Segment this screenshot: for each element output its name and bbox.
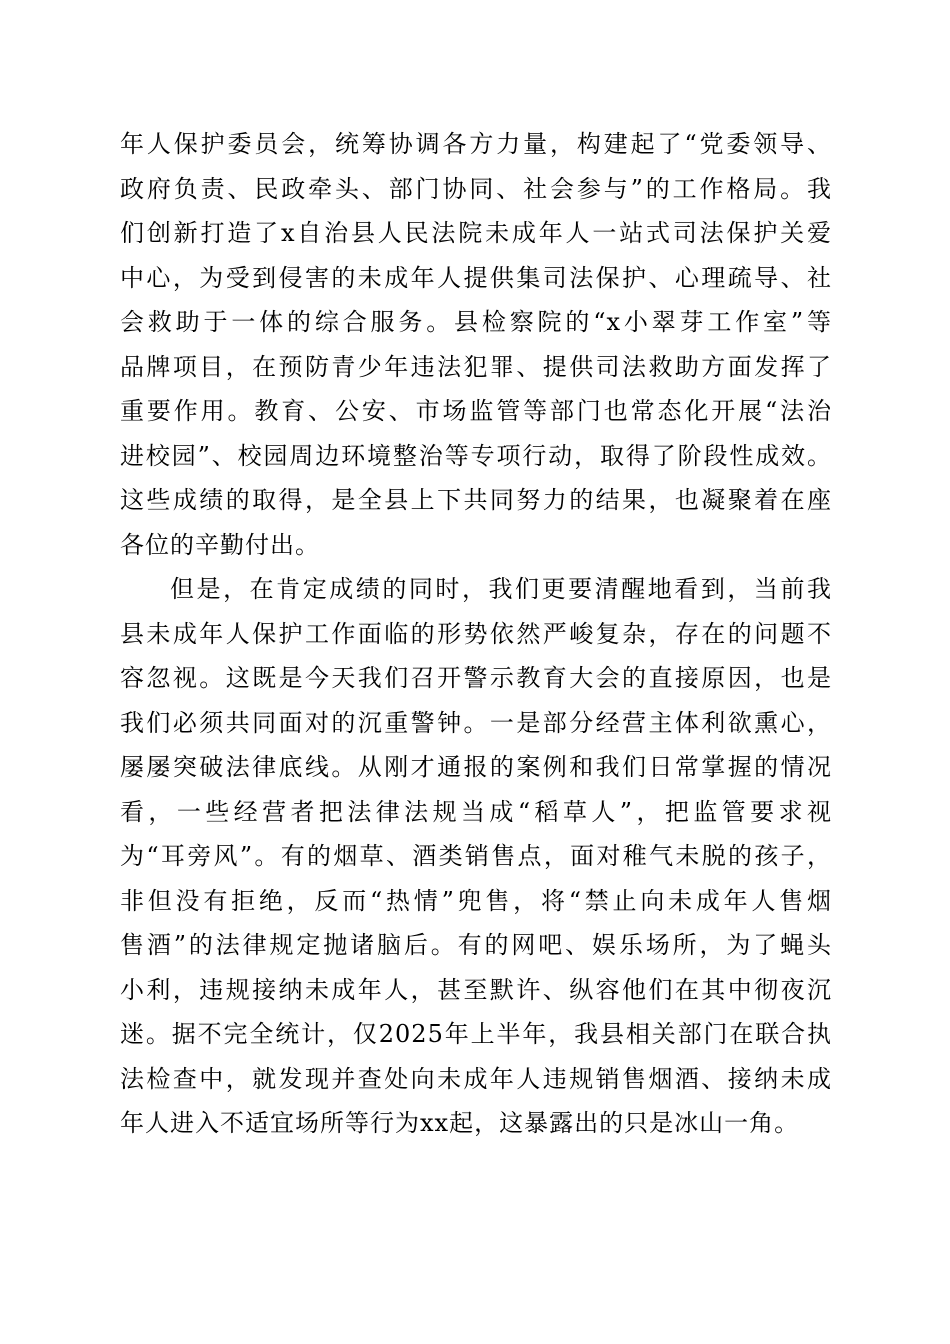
text-line: 法检查中，就发现并查处向未成年人违规销售烟酒、接纳未成 <box>120 1064 832 1093</box>
text-line: 进校园”、校园周边环境整治等专项行动，取得了阶段性成效。 <box>120 441 832 470</box>
text-line: 会救助于一体的综合服务。县检察院的“x小翠芽工作室”等 <box>120 308 832 336</box>
text-line: 屡屡突破法律底线。从刚才通报的案例和我们日常掌握的情况 <box>120 753 832 781</box>
text-line: 但是，在肯定成绩的同时，我们更要清醒地看到，当前我 <box>170 575 832 603</box>
text-line: 年人保护委员会，统筹协调各方力量，构建起了“党委领导、 <box>120 130 832 158</box>
paragraph-1 <box>120 122 832 567</box>
text-line: 政府负责、民政牵头、部门协同、社会参与”的工作格局。我 <box>120 174 832 203</box>
text-line: 品牌项目，在预防青少年违法犯罪、提供司法救助方面发挥了 <box>120 352 832 381</box>
paragraph-2 <box>120 567 832 1146</box>
text-line: 迷。据不完全统计，仅2025年上半年，我县相关部门在联合执 <box>120 1020 832 1048</box>
text-line: 我们必须共同面对的沉重警钟。一是部分经营主体利欲熏心， <box>120 708 832 737</box>
text-line: 小利，违规接纳未成年人，甚至默许、纵容他们在其中彻夜沉 <box>120 975 832 1004</box>
text-line: 为“耳旁风”。有的烟草、酒类销售点，面对稚气未脱的孩子， <box>120 842 832 870</box>
text-line: 这些成绩的取得，是全县上下共同努力的结果，也凝聚着在座 <box>120 486 832 514</box>
body-text <box>120 122 832 1146</box>
text-line: 售酒”的法律规定抛诸脑后。有的网吧、娱乐场所，为了蝇头 <box>120 931 832 959</box>
text-line: 非但没有拒绝，反而“热情”兜售，将“禁止向未成年人售烟 <box>120 886 832 915</box>
text-line: 各位的辛勤付出。 <box>120 530 320 559</box>
text-line: 们创新打造了x自治县人民法院未成年人一站式司法保护关爱 <box>120 219 832 247</box>
text-line: 中心，为受到侵害的未成年人提供集司法保护、心理疏导、社 <box>120 263 832 292</box>
text-line: 年人进入不适宜场所等行为xx起，这暴露出的只是冰山一角。 <box>120 1109 800 1137</box>
text-line: 重要作用。教育、公安、市场监管等部门也常态化开展“法治 <box>120 397 832 425</box>
text-line: 看，一些经营者把法律法规当成“稻草人”，把监管要求视 <box>120 797 832 826</box>
text-line: 县未成年人保护工作面临的形势依然严峻复杂，存在的问题不 <box>120 619 832 648</box>
text-line: 容忽视。这既是今天我们召开警示教育大会的直接原因，也是 <box>120 664 832 692</box>
